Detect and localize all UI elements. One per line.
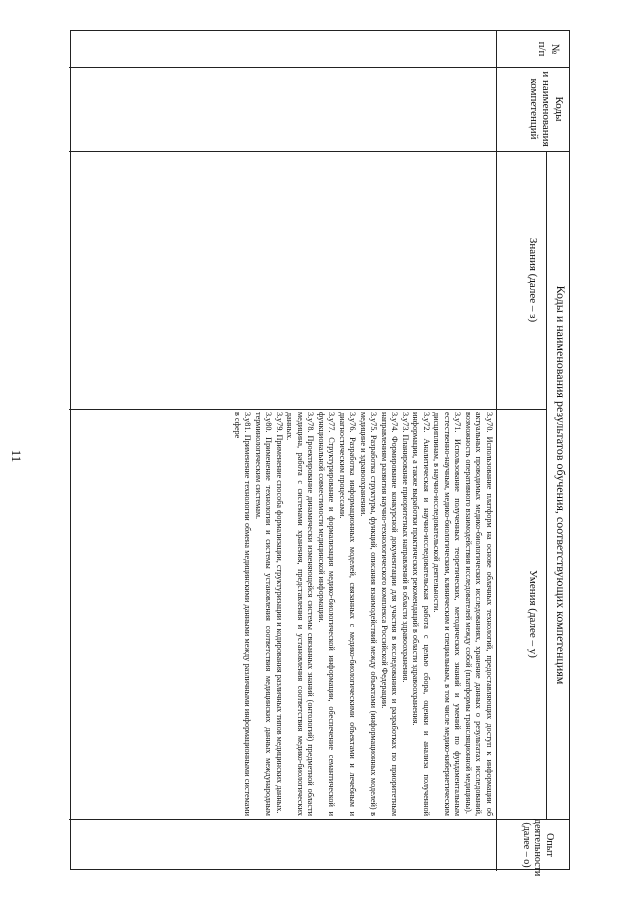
skills-cell [71,412,494,816]
header-codes: Коды и наименования компетенций [527,71,565,147]
header-bottom-line [496,31,497,871]
header-experience: Опыт деятельности (далее – о) [521,819,555,877]
skill-item: 3.у71. Использование полученных теоретических, методических знаний и умений по фундаментальным естественно-научным, медико-биологическим, клиническим и специальным, в том числе медико-кибернетическим дисциплинам, в научно-исследовательской деятельности. [432,412,463,816]
col-divider-1 [69,67,569,68]
skill-item: 3.у70. Использование платформ на основе облачных технологий, предоставляющих доступ к информации об актуальных проводимых медико-биологических исследованиях, хранение данных о результатах исследований, возможность оперативного взаимодействия исследователей между собой (платформы трансляционной медицины). [464,412,494,816]
col-divider-3 [69,409,547,410]
competency-table [70,30,570,877]
skill-item: 3.у81. Применение технологии обмена медицинскими данными между различными информационными системами в сфере [233,412,253,816]
skill-item: 3.у78. Проектирование динамически изменяющейся системы связанных знаний (онтологий) предметной области медицина, работа с системами хранения, представления и установления соответствия медико-биологических данных. [285,412,316,816]
skill-item: 3.у72. Аналитическая и научно-исследовательская работа с целью сбора, оценки и анализа полученной информации, а также выработки практических рекомендаций в области здравоохранения. [411,412,431,816]
skill-item: 3.у76. Разработка информационных моделей, связанных с медико-биологическими объектами и лечебным и диагностическим процессами. [338,412,358,816]
header-knowledge: Знания (далее – з) [527,237,539,323]
skill-item: 3.у73. Планирование приоритетных направлений в области здравоохранения. [401,412,410,683]
skill-item: 3.у75. Разработка структуры, функций, описания взаимодействий между объектами (информационных моделей) в медицине и здравоохранении. [359,412,379,816]
header-skills: Умения (далее – у) [527,570,539,658]
page-number: 11 [9,449,24,463]
skill-item: 3.у79. Применение способа формализации, структуризации и кодирования различных типов медицинских данных. [275,412,284,814]
rotated-table-container [70,30,570,877]
header-num: № п/п [536,41,561,57]
col-divider-4 [69,819,569,820]
col-divider-2 [69,151,569,152]
skill-item: 3.у80. Применение технологии и системы установления соответствия медицинских данных международным терминологическим системам. [254,412,274,816]
skill-item: 3.у74. Формирование конкурсной документации для участия в исследованиях и разработках по приоритетным направлениям развития научно-технологического комплекса Российской Федерации. [380,412,400,816]
header-group: Коды и наименования результатов обучения, соответствующих компетенциям [554,285,568,685]
skill-item: 3.у77. Структурирование и формализация медико-биологической информации, обеспечение семантической и функциональной совместимости медицинской информации. [317,412,337,816]
